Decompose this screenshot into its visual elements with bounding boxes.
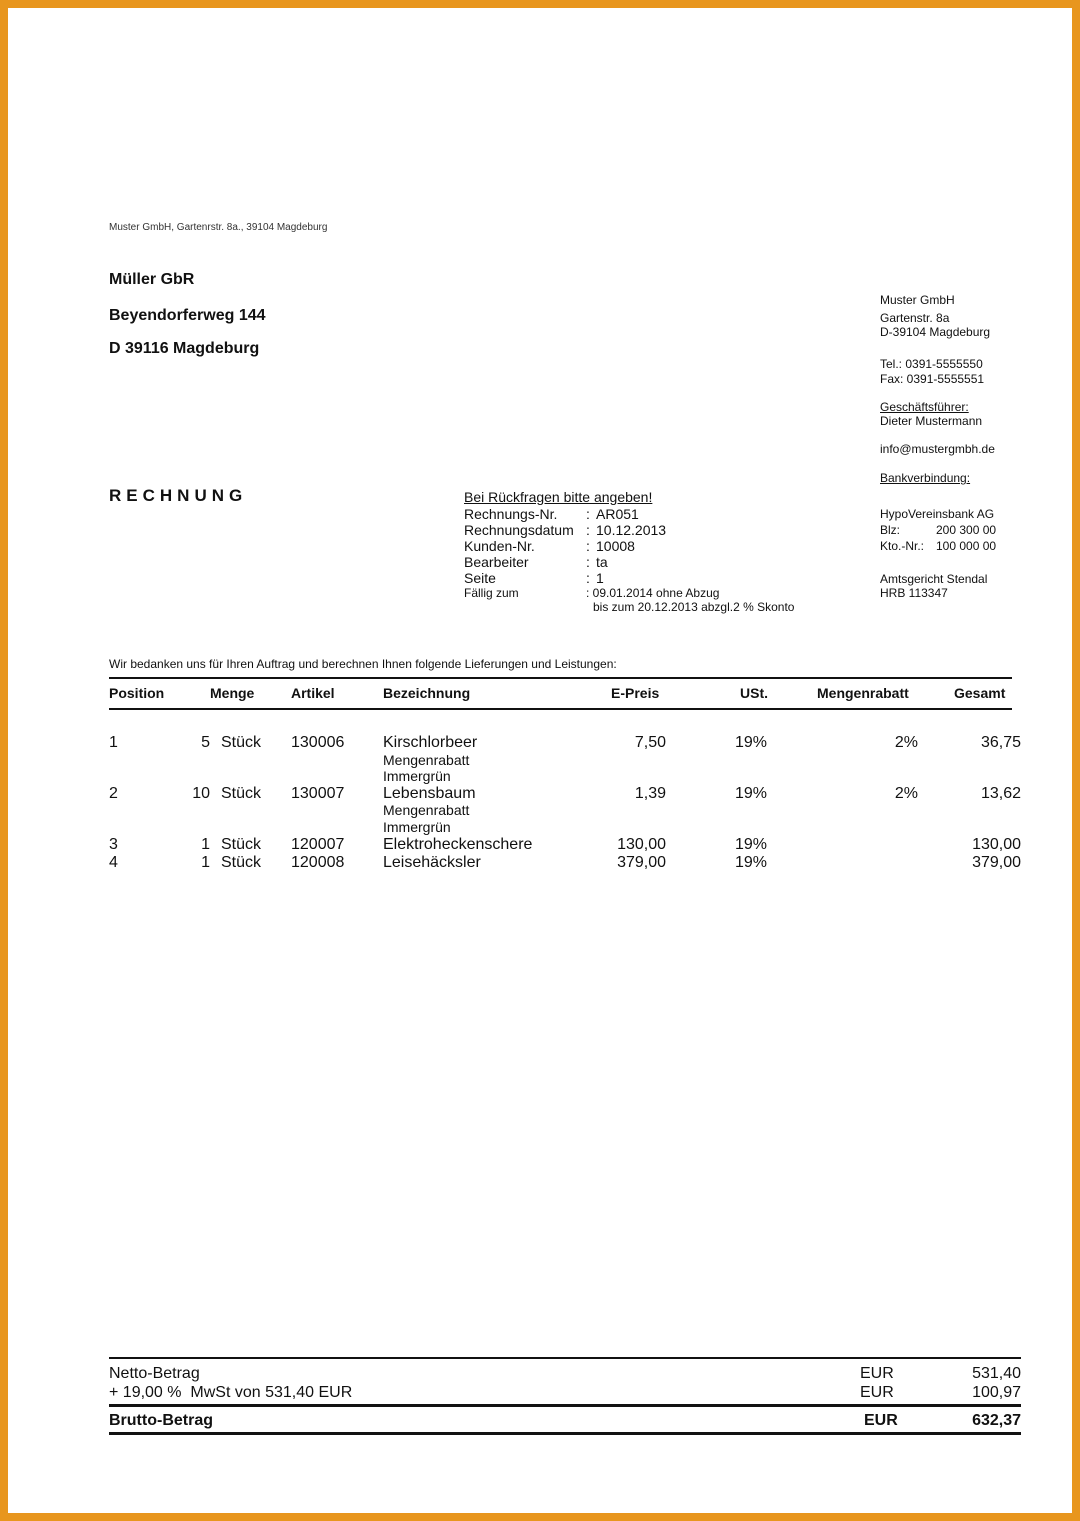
brutto-bottom-rule [109,1432,1021,1435]
recipient-street: Beyendorferweg 144 [109,307,266,324]
row1-price: 7,50 [634,734,666,751]
meta-due-line1: : 09.01.2014 ohne Abzug [586,586,720,600]
hrb: HRB 113347 [880,586,948,600]
court: Amtsgericht Stendal [880,572,988,586]
row2-ust: 19% [735,785,768,802]
sender-line: Muster GmbH, Gartenrstr. 8a., 39104 Magdeburg [109,222,328,233]
bank-name: HypoVereinsbank AG [880,507,995,521]
meta-colon: : [586,506,590,522]
meta-value-customer-no: 10008 [596,538,635,554]
row3-article: 120007 [291,836,345,853]
row4-ust: 19% [735,854,768,871]
meta-heading: Bei Rückfragen bitte angeben! [464,489,653,505]
row4-unit: Stück [221,854,262,871]
row2-sub1: Mengenrabatt [383,802,470,818]
brutto-currency: EUR [864,1412,898,1429]
mwst-value: 100,97 [972,1384,1021,1401]
recipient-city: D 39116 Magdeburg [109,340,260,357]
row4-article: 120008 [291,854,345,871]
row2-qty: 10 [192,785,210,802]
bank-label: Bankverbindung: [880,471,971,485]
row1-rabatt: 2% [894,734,918,751]
meta-label-due: Fällig zum [464,586,519,600]
manager-label: Geschäftsführer: [880,400,969,414]
manager-name: Dieter Mustermann [880,414,983,428]
meta-due-line2: bis zum 20.12.2013 abzgl.2 % Skonto [593,600,795,614]
row2-description: Lebensbaum [383,785,476,802]
document-title: RECHNUNG [109,486,248,505]
meta-value-invoice-no: AR051 [596,506,639,522]
kto-value: 100 000 00 [936,539,997,553]
meta-value-page: 1 [596,570,604,586]
header-gesamt: Gesamt [954,685,1006,701]
table-header-rule [109,708,1012,710]
row1-qty: 5 [201,734,210,751]
row2-unit: Stück [221,785,262,802]
row3-total: 130,00 [972,836,1021,853]
row4-price: 379,00 [617,854,666,871]
meta-label-invoice-no: Rechnungs-Nr. [464,506,558,522]
meta-label-customer-no: Kunden-Nr. [464,538,535,554]
row3-unit: Stück [221,836,262,853]
header-rabatt: Mengenrabatt [817,685,909,701]
row4-total: 379,00 [972,854,1021,871]
row1-description: Kirschlorbeer [383,734,478,751]
netto-value: 531,40 [972,1365,1021,1382]
company-name: Muster GmbH [880,293,955,307]
company-city: D-39104 Magdeburg [880,325,991,339]
row3-position: 3 [109,836,118,853]
header-menge: Menge [210,685,255,701]
meta-colon: : [586,570,590,586]
blz-label: Blz: [880,523,901,537]
row3-qty: 1 [201,836,210,853]
row1-total: 36,75 [980,734,1021,751]
row1-position: 1 [109,734,118,751]
company-fax: Fax: 0391-5555551 [880,372,985,386]
brutto-label: Brutto-Betrag [109,1412,213,1429]
header-ust: USt. [740,685,768,701]
header-artikel: Artikel [291,685,335,701]
company-street: Gartenstr. 8a [880,311,950,325]
row2-sub2: Immergrün [383,819,451,835]
row2-price: 1,39 [634,785,666,802]
row1-unit: Stück [221,734,262,751]
row2-position: 2 [109,785,118,802]
meta-label-page: Seite [464,570,496,586]
row1-article: 130006 [291,734,345,751]
row3-description: Elektroheckenschere [383,836,533,853]
kto-label: Kto.-Nr.: [880,539,925,553]
meta-colon: : [586,522,590,538]
company-tel: Tel.: 0391-5555550 [880,357,983,371]
row1-ust: 19% [735,734,768,751]
brutto-top-rule [109,1404,1021,1407]
row2-article: 130007 [291,785,345,802]
row1-sub1: Mengenrabatt [383,752,470,768]
header-bezeichnung: Bezeichnung [383,685,471,701]
mwst-label: + 19,00 % MwSt von 531,40 EUR [109,1384,353,1401]
row3-price: 130,00 [617,836,666,853]
blz-value: 200 300 00 [936,523,997,537]
recipient-name: Müller GbR [109,271,195,288]
meta-colon: : [586,538,590,554]
meta-colon: : [586,554,590,570]
netto-currency: EUR [860,1365,894,1382]
meta-label-date: Rechnungsdatum [464,522,574,538]
company-email: info@mustergmbh.de [880,442,995,456]
row2-total: 13,62 [980,785,1021,802]
row4-position: 4 [109,854,118,871]
meta-label-clerk: Bearbeiter [464,554,529,570]
table-top-rule [109,677,1012,679]
row3-ust: 19% [735,836,768,853]
meta-value-date: 10.12.2013 [596,522,667,538]
row2-rabatt: 2% [894,785,918,802]
header-position: Position [109,685,165,701]
row1-sub2: Immergrün [383,768,451,784]
brutto-value: 632,37 [972,1412,1021,1429]
intro-text: Wir bedanken uns für Ihren Auftrag und berechnen Ihnen folgende Lieferungen und Leistungen: [109,657,617,671]
header-epreis: E-Preis [611,685,660,701]
totals-top-rule [109,1357,1021,1359]
meta-value-clerk: ta [596,554,608,570]
mwst-currency: EUR [860,1384,894,1401]
row4-qty: 1 [201,854,210,871]
row4-description: Leisehäcksler [383,854,481,871]
netto-label: Netto-Betrag [109,1365,200,1382]
